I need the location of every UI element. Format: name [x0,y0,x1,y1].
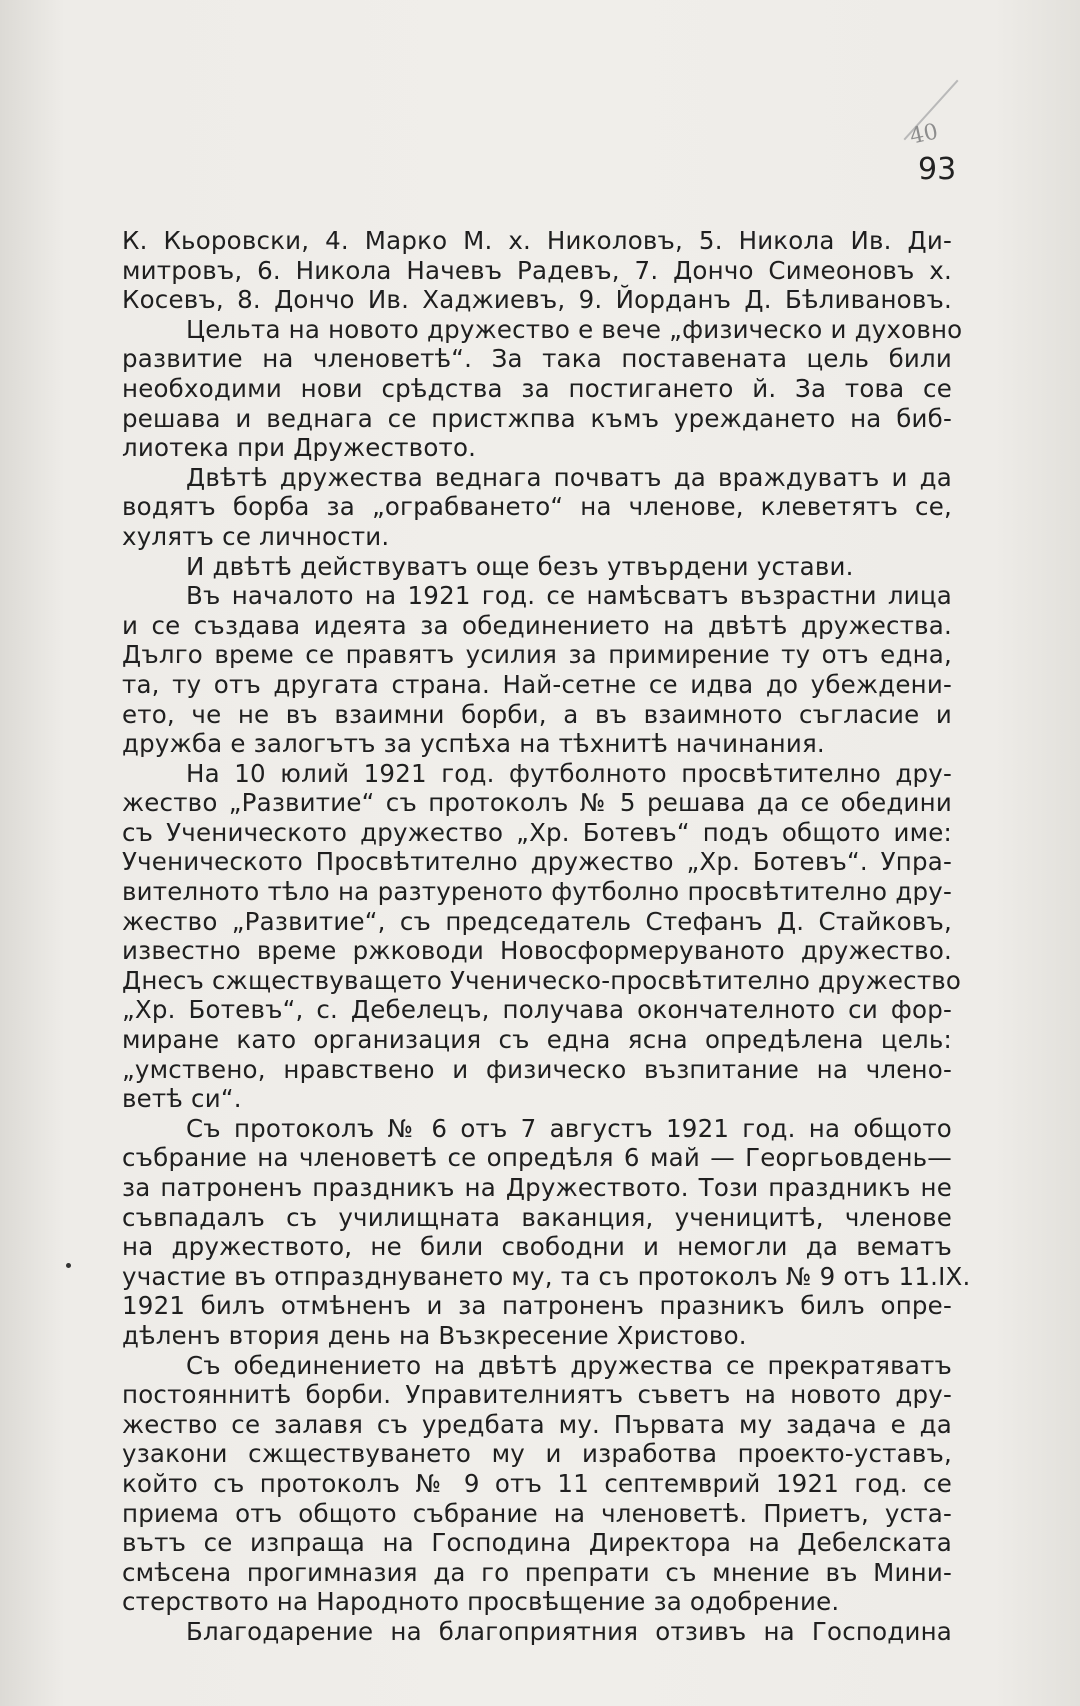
text-line: вътъ се изпраща на Господина Директора на Дебелската [122,1528,952,1558]
text-line: и се създава идеята за обединението на двѣтѣ дружества. [122,610,952,640]
text-line: вителното тѣло на разтуреното футболно просвѣтително дру- [122,877,952,907]
text-line: та, ту отъ другата страна. Най-сетне се идва до убеждени- [122,669,952,699]
text-line: Въ началото на 1921 год. се намѣсватъ възрастни лица [186,581,952,611]
text-line: на дружеството, не били свободни и немогли да вематъ [122,1232,952,1262]
text-line: необходими нови срѣдства за постигането й. За това се [122,373,952,403]
text-line: дѣленъ втория день на Възкресение Христово. [122,1320,747,1350]
pencil-note: 40 [907,119,941,150]
text-line: развитие на членоветѣ“. За така поставената цель били [122,344,952,374]
text-line: 1921 билъ отмѣненъ и за патроненъ празникъ билъ опре- [122,1291,952,1321]
text-line: узакони сжществуването му и изработва проекто-уставъ, [122,1439,952,1469]
text-line: Цельта на новото дружество е вече „физическо и духовно [186,314,963,344]
text-line: К. Кьоровски, 4. Марко М. х. Николовъ, 5. Никола Ив. Ди- [122,226,952,255]
text-line: стерството на Народното просвѣщение за одобрение. [122,1587,840,1617]
text-line: Дълго време се правятъ усилия за примирение ту отъ една, [122,640,952,670]
text-line: смѣсена прогимназия да го препрати съ мнение въ Мини- [122,1557,952,1587]
text-line: миране като организация съ една ясна опредѣлена цель: [122,1025,952,1055]
text-line: участие въ отпразднуването му, та съ протоколъ № 9 отъ 11.IX. [122,1261,971,1291]
text-line: съвпадалъ съ училищната ваканция, ученицитѣ, членове [122,1202,952,1232]
text-line: ето, че не въ взаимни борби, а въ взаимното съгласие и [122,699,952,729]
ink-dot [66,1263,71,1268]
text-line: лиотека при Дружеството. [122,433,477,463]
text-line: Днесъ сжществуващето Ученическо-просвѣтително дружество [122,965,962,995]
text-line: съ Ученическото дружество „Хр. Ботевъ“ подъ общото име: [122,817,952,847]
text-line: жество „Развитие“, съ председатель Стефанъ Д. Стайковъ, [122,906,952,936]
text-line: жество се залавя съ уредбата му. Първата му задача е да [122,1409,952,1439]
text-line: известно време ржководи Новосформеруваното дружество. [122,936,952,966]
text-line: Двѣтѣ дружества веднага почватъ да враждуватъ и да [186,462,952,492]
text-line: Съ протоколъ № 6 отъ 7 августъ 1921 год. на общото [186,1113,952,1143]
text-line: И двѣтѣ действуватъ още безъ утвърдени устави. [186,551,854,581]
text-line: Благодарение на благоприятния отзивъ на Господина [186,1616,952,1646]
text-line: който съ протоколъ № 9 отъ 11 септемврий 1921 год. се [122,1468,952,1498]
text-line: постояннитѣ борби. Управителниятъ съветъ на новото дру- [122,1380,952,1410]
text-line: „умствено, нравствено и физическо възпитание на члено- [122,1054,952,1084]
text-line: решава и веднага се пристжпва къмъ уреждането на биб- [122,403,952,433]
text-line: за патроненъ праздникъ на Дружеството. Този праздникъ не [122,1173,952,1202]
text-line: На 10 юлий 1921 год. футболното просвѣтително дру- [186,758,952,788]
text-line: ветѣ си“. [122,1084,242,1114]
text-line: митровъ, 6. Никола Начевъ Радевъ, 7. Дончо Симеоновъ х. [122,255,952,285]
body-text [122,226,971,1647]
page-number: 93 [918,152,957,187]
text-line: дружба е залогътъ за успѣха на тѣхнитѣ начинания. [122,729,825,759]
text-line: жество „Развитие“ съ протоколъ № 5 решава да се обедини [122,788,952,818]
text-line: Ученическото Просвѣтително дружество „Хр. Ботевъ“. Упра- [122,847,952,877]
text-line: Косевъ, 8. Дончо Ив. Хаджиевъ, 9. Йорданъ Д. Бѣливановъ. [122,285,952,315]
text-line: приема отъ общото събрание на членоветѣ. Приетъ, уста- [122,1498,952,1528]
text-line: водятъ борба за „ограбването“ на членове, клеветятъ се, [122,492,952,522]
text-line: „Хр. Ботевъ“, с. Дебелецъ, получава окончателното си фор- [122,995,952,1025]
text-line: събрание на членоветѣ се опредѣля 6 май — Георгьовдень— [122,1143,952,1173]
text-line: хулятъ се личности. [122,521,390,551]
text-line: Съ обединението на двѣтѣ дружества се прекратяватъ [186,1350,952,1380]
